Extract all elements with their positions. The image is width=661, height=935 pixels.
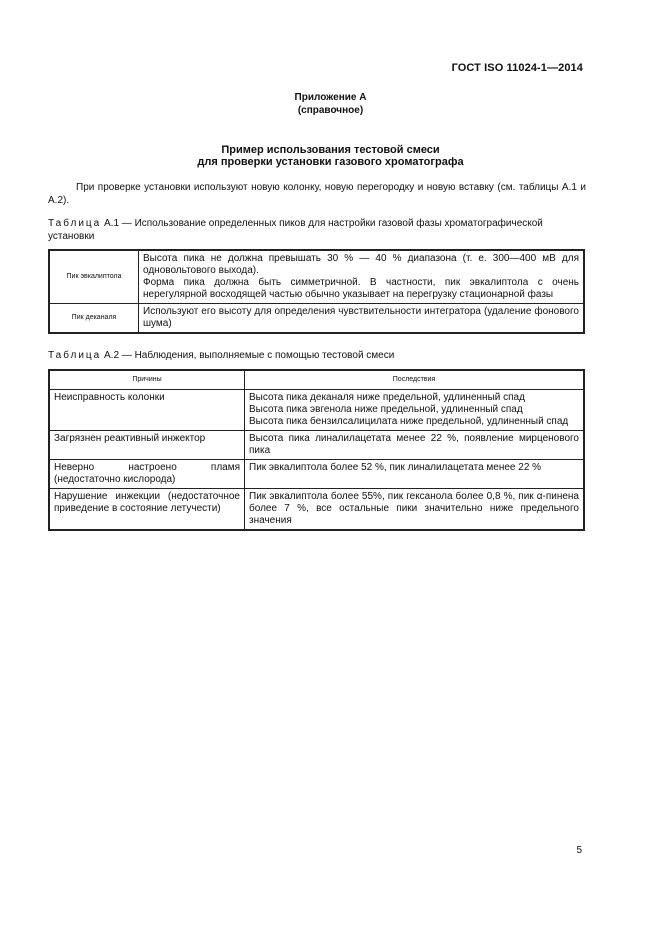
appendix-title: Приложение А bbox=[294, 92, 367, 103]
column-header-consequences: Последствия bbox=[245, 370, 585, 390]
page-number: 5 bbox=[576, 845, 582, 856]
table-a1 bbox=[48, 249, 585, 334]
table1-caption-number: А.1 bbox=[104, 218, 120, 229]
effects-cell bbox=[245, 431, 585, 460]
table1-caption-label: Таблица bbox=[48, 218, 102, 229]
table1-row-description bbox=[139, 250, 585, 304]
table1-caption-text: — Использование определенных пиков для настройки газовой фазы хроматографической установки bbox=[48, 218, 543, 242]
table-row bbox=[49, 250, 584, 304]
appendix-subtitle: (справочное) bbox=[297, 105, 364, 116]
table-row bbox=[49, 460, 584, 489]
document-header: ГОСТ ISO 11024-1—2014 bbox=[451, 62, 583, 74]
effect-line: Пик эвкалиптола более 55%, пик гексанола более 0,8 %, пик α-пинена более 7 %, все остальные пики значительно ниже предельного значения bbox=[249, 491, 579, 526]
section-heading-line1: Пример использования тестовой смеси bbox=[221, 144, 440, 156]
table1-row-text: Форма пика должна быть симметричной. В частности, пик эвкалиптола с очень нерегулярной восходящей частью обычно указывает на перегрузку стационарной фазы bbox=[143, 277, 579, 300]
table1-row-text: Высота пика не должна превышать 30 % — 40 % диапазона (т. е. 300—400 мВ для одновольтового выхода). bbox=[143, 253, 579, 276]
table2-caption-text: — Наблюдения, выполняемые с помощью тестовой смеси bbox=[119, 350, 395, 361]
effect-line: Высота пика линалилацетата менее 22 %, появление мирценового пика bbox=[249, 433, 579, 456]
effect-line: Высота пика деканаля ниже предельной, удлиненный спад bbox=[249, 392, 525, 403]
cause-cell: Загрязнен реактивный инжектор bbox=[49, 431, 245, 460]
table-row bbox=[49, 489, 584, 531]
table1-row-label: Пик эвкалиптола bbox=[49, 250, 139, 304]
table1-row-label: Пик деканаля bbox=[49, 304, 139, 334]
table2-caption-label: Таблица bbox=[48, 350, 102, 361]
table2-caption-number: А.2 bbox=[104, 350, 120, 361]
table2-caption bbox=[48, 350, 586, 363]
effect-line: Пик эвкалиптола более 52 %, пик линалилацетата менее 22 % bbox=[249, 462, 542, 473]
table-header-row bbox=[49, 370, 584, 390]
table1-row-description bbox=[139, 304, 585, 334]
table1-caption bbox=[48, 218, 586, 243]
table1-row-text: Используют его высоту для определения чувствительности интегратора (удаление фонового шума) bbox=[143, 306, 579, 329]
cause-cell: Неверно настроено пламя (недостаточно кислорода) bbox=[49, 460, 245, 489]
table-row bbox=[49, 304, 584, 334]
effects-cell bbox=[245, 390, 585, 431]
table-row bbox=[49, 390, 584, 431]
effects-cell bbox=[245, 460, 585, 489]
effect-line: Высота пика эвгенола ниже предельной, удлиненный спад bbox=[249, 404, 523, 415]
table-a2 bbox=[48, 369, 585, 531]
table-row bbox=[49, 431, 584, 460]
cause-cell: Нарушение инжекции (недостаточное приведение в состояние летучести) bbox=[49, 489, 245, 531]
cause-cell: Неисправность колонки bbox=[49, 390, 245, 431]
effect-line: Высота пика бензилсалицилата ниже предельной, удлиненный спад bbox=[249, 416, 569, 427]
effects-cell bbox=[245, 489, 585, 531]
column-header-causes: Причины bbox=[49, 370, 245, 390]
intro-paragraph: При проверке установки используют новую колонку, новую перегородку и новую вставку (см. таблицы А.1 и А.2). bbox=[48, 182, 586, 206]
section-heading-line2: для проверки установки газового хроматографа bbox=[197, 156, 464, 168]
